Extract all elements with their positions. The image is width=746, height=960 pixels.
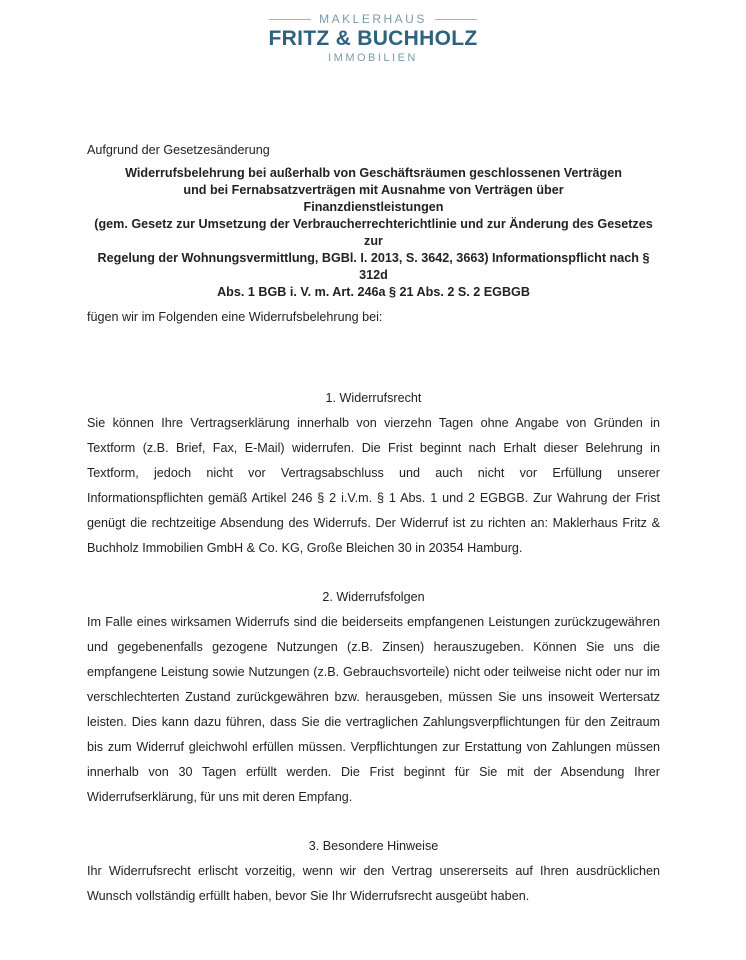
heading-line: 312d (359, 268, 388, 282)
section-title: 1. Widerrufsrecht (325, 391, 422, 405)
section-text: Ihr Widerrufsrecht erlischt vorzeitig, wenn wir den Vertrag unsererseits auf Ihren ausdrücklichen Wunsch vollständig erfüllt haben, bevor Sie Ihr Widerrufsrecht ausgeübt haben. (87, 864, 660, 903)
heading-line: Widerrufsbelehrung bei außerhalb von Geschäftsräumen geschlossenen Verträgen (125, 166, 622, 180)
section-text: Im Falle eines wirksamen Widerrufs sind die beiderseits empfangenen Leistungen zurückzugewähren und gegebenenfalls gezogene Nutzungen (z.B. Zinsen) herauszugeben. Können Sie uns die empfangene Leistung sowie Nutzungen (z.B. Gebrauchsvorteile) nicht oder teilweise nicht oder nur im verschlechterten Zustand zurückgewähren bzw. herausgeben, müssen Sie uns insoweit Wertersatz leisten. Dies kann dazu führen, dass Sie die vertraglichen Zahlungsverpflichtungen für den Zeitraum bis zum Widerruf gleichwohl erfüllen müssen. Verpflichtungen zur Erstattung von Zahlungen müssen innerhalb von 30 Tagen erfüllt werden. Die Frist beginnt für Sie mit der Absendung Ihrer Widerrufserklärung, für uns mit deren Empfang. (87, 615, 660, 804)
section-widerrufsrecht (87, 386, 660, 561)
logo-main: FRITZ & BUCHHOLZ (268, 27, 478, 50)
company-logo (0, 12, 746, 65)
section-title: 2. Widerrufsfolgen (322, 590, 425, 604)
document-body (87, 141, 660, 909)
logo-top: MAKLERHAUS (319, 12, 427, 26)
heading-line: und bei Fernabsatzverträgen mit Ausnahme von Verträgen über (183, 183, 564, 197)
intro-text: Aufgrund der Gesetzesänderung (87, 143, 270, 157)
heading-line: zur (364, 234, 383, 248)
heading-line: (gem. Gesetz zur Umsetzung der Verbraucherrechterichtlinie und zur Änderung des Gesetzes (94, 217, 653, 231)
heading-line: Abs. 1 BGB i. V. m. Art. 246a § 21 Abs. 2 S. 2 EGBGB (217, 285, 530, 299)
document-heading (87, 165, 660, 301)
section-text: Sie können Ihre Vertragserklärung innerhalb von vierzehn Tagen ohne Angabe von Gründen in Textform (z.B. Brief, Fax, E-Mail) widerrufen. Die Frist beginnt nach Erhalt dieser Belehrung in Textform, jedoch nicht vor Vertragsabschluss und auch nicht vor Erfüllung unserer Informationspflichten gemäß Artikel 246 § 2 i.V.m. § 1 Abs. 1 und 2 EGBGB. Zur Wahrung der Frist genügt die rechtzeitige Absendung des Widerrufs. Der Widerruf ist zu richten an: Maklerhaus Fritz & Buchholz Immobilien GmbH & Co. KG, Große Bleichen 30 in 20354 Hamburg. (87, 416, 660, 555)
section-title: 3. Besondere Hinweise (308, 839, 439, 853)
heading-line: Regelung der Wohnungsvermittlung, BGBl. I. 2013, S. 3642, 3663) Informationspflicht nach § (97, 251, 650, 265)
logo-rule-right (435, 19, 477, 20)
section-besondere-hinweise (87, 834, 660, 909)
logo-rule-left (269, 19, 311, 20)
section-widerrufsfolgen (87, 585, 660, 810)
closing-text: fügen wir im Folgenden eine Widerrufsbelehrung bei: (87, 310, 383, 324)
heading-line: Finanzdienstleistungen (303, 200, 444, 214)
logo-sub: IMMOBILIEN (328, 52, 418, 64)
